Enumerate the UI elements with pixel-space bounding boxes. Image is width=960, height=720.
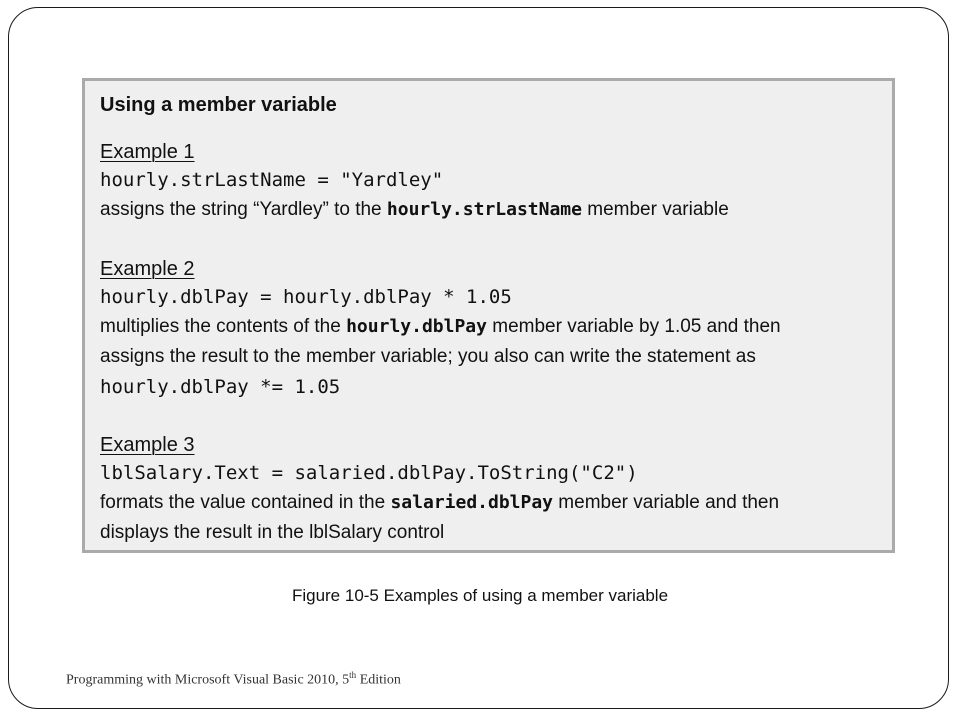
figure-box <box>82 78 895 553</box>
description-line: multiplies the contents of the hourly.dblPay member variable by 1.05 and then <box>100 316 781 337</box>
example-label: Example 3 <box>100 434 195 456</box>
footer: Programming with Microsoft Visual Basic 2010, 5th Edition <box>66 670 401 688</box>
inline-code: hourly.strLastName <box>386 199 582 220</box>
code-statement: lblSalary.Text = salaried.dblPay.ToString("C2") <box>100 462 638 484</box>
example-1 <box>100 139 729 225</box>
description-line: displays the result in the lblSalary control <box>100 522 445 543</box>
example-2 <box>100 256 781 402</box>
example-label: Example 1 <box>100 141 195 163</box>
inline-code: salaried.dblPay <box>390 492 554 513</box>
description-line: assigns the string “Yardley” to the hourly.strLastName member variable <box>100 199 729 220</box>
figure-title: Using a member variable <box>100 94 337 116</box>
figure-caption: Figure 10-5 Examples of using a member variable <box>291 586 669 605</box>
inline-code: hourly.dblPay <box>346 316 487 337</box>
code-statement: hourly.dblPay *= 1.05 <box>100 376 341 398</box>
description-line: assigns the result to the member variable; you also can write the statement as <box>100 346 756 367</box>
description-line: formats the value contained in the salaried.dblPay member variable and then <box>100 492 780 513</box>
example-3 <box>100 432 779 548</box>
code-statement: hourly.dblPay = hourly.dblPay * 1.05 <box>100 286 512 308</box>
code-statement: hourly.strLastName = "Yardley" <box>100 169 444 191</box>
footer-superscript: th <box>349 670 357 680</box>
example-label: Example 2 <box>100 258 195 280</box>
